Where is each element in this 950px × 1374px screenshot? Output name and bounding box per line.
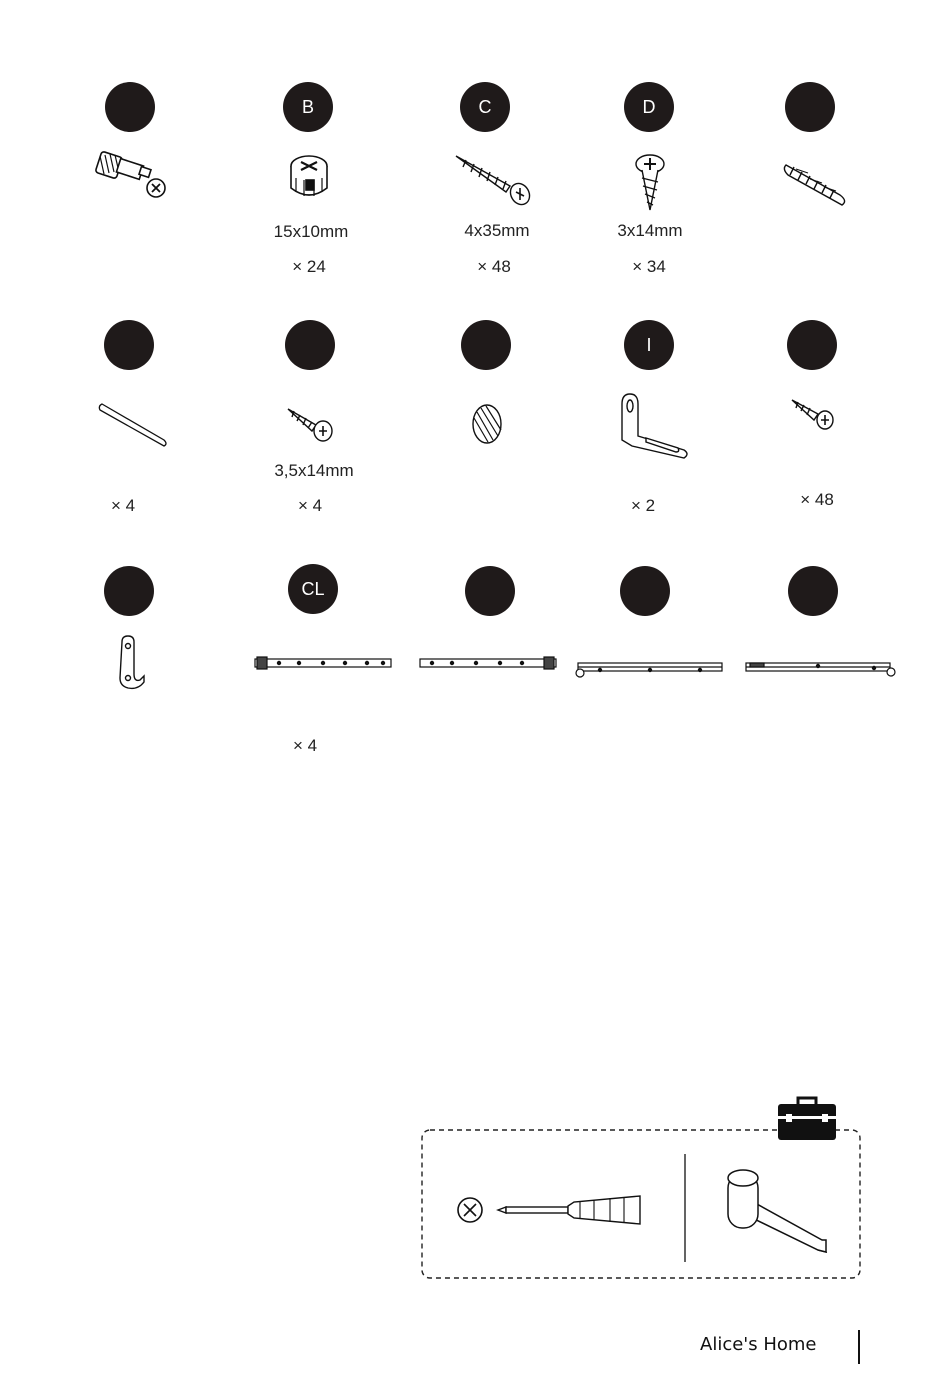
part-badge-i: I — [624, 320, 674, 370]
qty-label-i: × 2 — [630, 496, 656, 515]
brand-logo-text: Alice's Home — [700, 1334, 817, 1355]
part-badge-g — [285, 320, 335, 370]
part-badge-j — [787, 320, 837, 370]
cam-bolt-icon — [92, 148, 172, 204]
part-badge-b: B — [283, 82, 333, 132]
part-badge-n — [620, 566, 670, 616]
qty-label-b: × 24 — [292, 257, 326, 276]
phillips-cross-icon — [456, 1196, 484, 1224]
qty-label-d: × 34 — [632, 257, 666, 276]
short-screw-icon — [632, 152, 668, 214]
part-badge-o — [788, 566, 838, 616]
part-badge-m — [465, 566, 515, 616]
metal-pin-icon — [96, 400, 170, 450]
qty-label-j: × 48 — [800, 490, 834, 509]
cabinet-rail-right-icon — [744, 660, 898, 680]
drawer-slide-left-icon — [253, 656, 393, 672]
qty-label-f: × 4 — [110, 496, 136, 515]
spec-label-c: 4x35mm — [464, 221, 530, 240]
part-badge-d: D — [624, 82, 674, 132]
qty-label-g: × 4 — [297, 496, 323, 515]
long-screw-icon — [452, 150, 534, 210]
qty-label-cl: × 4 — [292, 736, 318, 755]
brand-logo — [700, 1334, 817, 1355]
rubber-mallet-icon — [722, 1164, 832, 1260]
part-badge-a — [105, 82, 155, 132]
qty-label-c: × 48 — [477, 257, 511, 276]
part-badge-cl: CL — [288, 564, 338, 614]
spec-label-g: 3,5x14mm — [274, 461, 354, 480]
cabinet-rail-left-icon — [574, 660, 724, 680]
spec-label-b: 15x10mm — [273, 222, 349, 241]
part-badge-e — [785, 82, 835, 132]
spec-label-d: 3x14mm — [617, 221, 683, 240]
cam-lock-icon — [286, 152, 332, 202]
l-bracket-icon — [612, 390, 692, 462]
logo-divider — [858, 1330, 860, 1364]
part-badge-h — [461, 320, 511, 370]
toolbox-icon — [776, 1096, 838, 1142]
part-badge-f — [104, 320, 154, 370]
wall-hook-icon — [114, 634, 148, 690]
shelf-pad-icon — [468, 402, 506, 446]
part-badge-c: C — [460, 82, 510, 132]
wooden-dowel-icon — [780, 155, 852, 207]
screwdriver-icon — [494, 1190, 644, 1230]
part-badge-k — [104, 566, 154, 616]
drawer-slide-right-icon — [418, 656, 558, 672]
tiny-screw-icon — [790, 396, 838, 434]
small-screw-icon — [286, 405, 336, 445]
